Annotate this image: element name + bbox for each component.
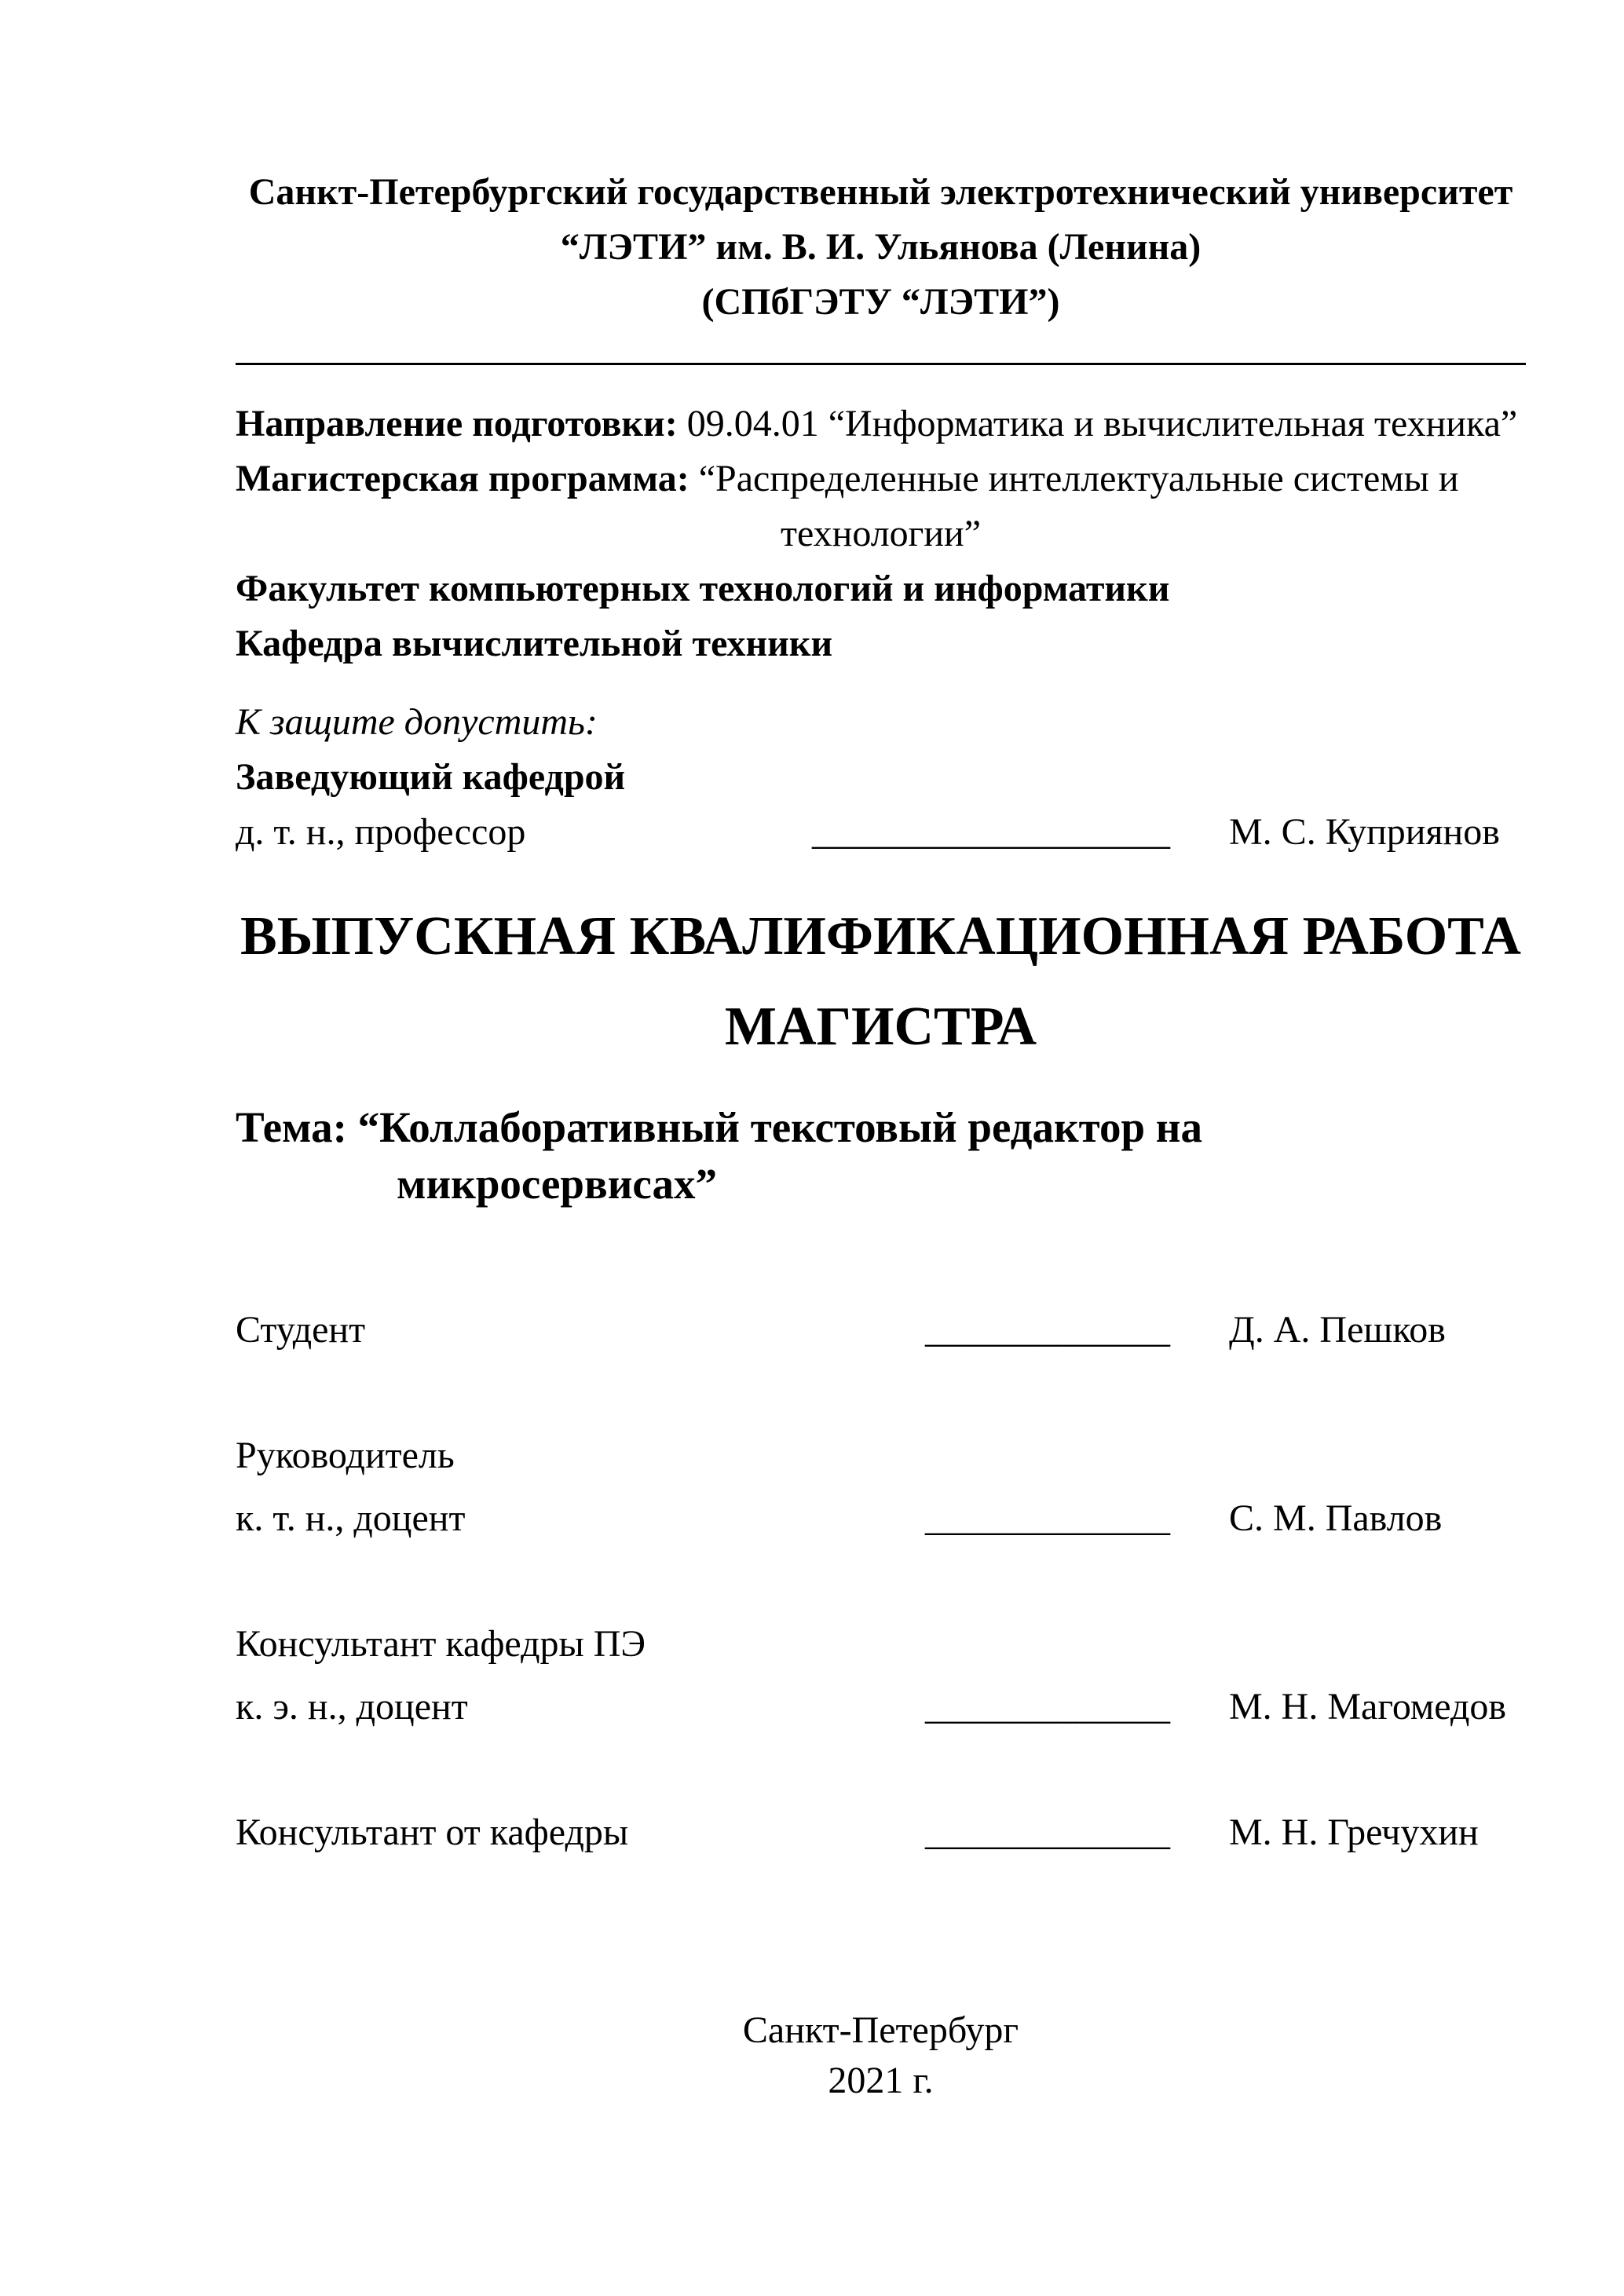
signature-name: Д. А. Пешков [1229,1309,1446,1351]
signature-role: к. э. н., доцент [236,1686,468,1727]
master-program-continuation: технологии” [780,513,982,554]
signature-row-consultant-department [236,1801,1526,1864]
signature-row-supervisor [236,1487,1526,1550]
footer-city: Санкт-Петербург [742,2009,1019,2051]
topic-line [236,1099,1526,1156]
footer [236,2005,1526,2106]
department-head-degree: д. т. н., профессор [236,811,526,853]
master-program-value: “Распределенные интеллектуальные системы и [698,458,1459,499]
signature-name: М. Н. Гречухин [1229,1812,1479,1853]
topic-label: Тема: [236,1103,347,1151]
university-header [236,165,1526,330]
signature-name: М. Н. Магомедов [1229,1686,1507,1727]
signature-role-consultant-pe: Консультант кафедры ПЭ [236,1623,646,1665]
university-abbreviation-line: (СПбГЭТУ “ЛЭТИ”) [701,281,1060,323]
spacer [236,1362,1526,1424]
signature-row-consultant-pe [236,1676,1526,1738]
program-info-block [236,397,1526,671]
topic-text: “Коллаборативный текстовый редактор на [357,1103,1202,1151]
thesis-title-line-1: ВЫПУСКНАЯ КВАЛИФИКАЦИОННАЯ РАБОТА [240,906,1521,967]
approval-block [236,695,1526,860]
topic-block [236,1099,1526,1212]
signature-role: к. т. н., доцент [236,1497,466,1539]
admit-note: К защите допустить: [236,701,598,743]
spacer [236,1738,1526,1801]
signature-line: _____________ [925,1812,1170,1853]
footer-year: 2021 г. [828,2060,934,2101]
signature-line: _____________ [925,1686,1170,1727]
master-program-label: Магистерская программа: [236,458,689,499]
signature-role: Студент [236,1309,366,1351]
signature-role-supervisor: Руководитель [236,1435,455,1476]
department-head-title: Заведующий кафедрой [236,756,626,798]
direction-value: 09.04.01 “Информатика и вычислительная техника” [686,403,1518,444]
topic-continuation: микросервисах” [397,1160,717,1208]
signature-name: С. М. Павлов [1229,1497,1443,1539]
faculty-line: Факультет компьютерных технологий и информатики [236,568,1170,609]
approval-signature-row [236,805,1526,860]
thesis-title [236,891,1526,1072]
university-eponym-line: “ЛЭТИ” им. В. И. Ульянова (Ленина) [560,226,1202,268]
signature-role: Консультант от кафедры [236,1812,629,1853]
divider-rule [236,363,1526,365]
signatures-section [236,1299,1526,1864]
signature-line: _____________ [925,1309,1170,1351]
signature-line: _____________ [925,1497,1170,1539]
signature-row-student [236,1299,1526,1362]
direction-label: Направление подготовки: [236,403,678,444]
department-head-name: М. С. Куприянов [1229,811,1500,853]
master-program-line [236,452,1526,506]
direction-line [236,397,1526,452]
university-name-line: Санкт-Петербургский государственный электротехнический университет [248,171,1513,213]
thesis-title-line-2: МАГИСТРА [724,996,1037,1057]
signature-line: ___________________ [812,811,1170,853]
department-line: Кафедра вычислительной техники [236,623,833,664]
spacer [236,1550,1526,1613]
